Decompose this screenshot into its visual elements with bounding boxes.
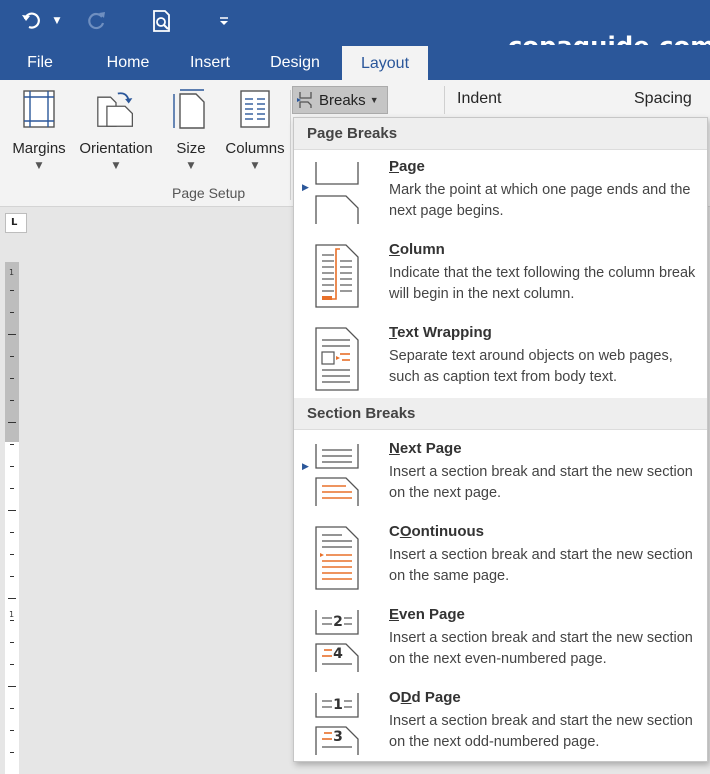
ruler-tick xyxy=(10,642,14,643)
page-setup-group-label: Page Setup xyxy=(172,185,246,201)
margins-label: Margins xyxy=(12,140,66,157)
menu-item-desc: Separate text around objects on web pages, such as caption text from body text. xyxy=(389,348,673,385)
svg-text:2: 2 xyxy=(333,614,343,630)
menu-item-title: Column xyxy=(389,241,445,258)
menu-item-desc: Indicate that the text following the column break will begin in the next column. xyxy=(389,265,696,302)
ruler-tick xyxy=(10,488,14,489)
ribbon-separator xyxy=(444,86,445,114)
section-breaks-header: Section Breaks xyxy=(294,398,707,430)
menu-item-desc: Insert a section break and start the new section on the next odd-numbered page. xyxy=(389,713,693,750)
column-break-icon xyxy=(312,243,362,309)
menu-item-desc: Mark the point at which one page ends and the next page begins. xyxy=(389,182,691,219)
tab-home[interactable]: Home xyxy=(106,54,150,71)
chevron-down-icon: ▼ xyxy=(112,161,120,171)
svg-text:1: 1 xyxy=(333,697,343,713)
even-page-icon xyxy=(312,608,362,674)
page-break-icon xyxy=(312,160,362,226)
ruler-tick xyxy=(10,620,14,621)
continuous-icon xyxy=(312,525,362,591)
tab-design[interactable]: Design xyxy=(270,54,320,71)
ruler-tick xyxy=(8,510,16,511)
columns-icon xyxy=(235,86,275,132)
ruler-tick xyxy=(10,356,14,357)
ruler-tick xyxy=(10,444,14,445)
spacing-label: Spacing xyxy=(634,90,692,107)
menu-item-desc: Insert a section break and start the new section on the next page. xyxy=(389,464,693,501)
ruler-tick xyxy=(8,422,16,423)
group-separator xyxy=(290,90,291,200)
menu-item-title: Next Page xyxy=(389,440,462,457)
columns-button[interactable] xyxy=(220,86,290,190)
ruler-tick xyxy=(8,598,16,599)
menu-item-title: Page xyxy=(389,158,425,175)
menu-item-title: ODd Page xyxy=(389,689,461,706)
ruler-tick xyxy=(10,290,14,291)
indent-label: Indent xyxy=(457,90,502,107)
menu-item-next-page[interactable] xyxy=(294,440,707,520)
menu-item-title: Text Wrapping xyxy=(389,324,492,341)
ruler-tick xyxy=(10,378,14,379)
orientation-button[interactable] xyxy=(74,86,158,190)
menu-item-text-wrapping[interactable] xyxy=(294,324,707,404)
tab-selector[interactable] xyxy=(5,213,27,233)
menu-item-desc: Insert a section break and start the new section on the next even-numbered page. xyxy=(389,630,693,667)
ruler-tick xyxy=(10,532,14,533)
columns-label: Columns xyxy=(225,140,285,157)
ruler-tick xyxy=(8,686,16,687)
tab-file[interactable]: File xyxy=(27,54,53,71)
margins-button[interactable] xyxy=(8,86,70,190)
breaks-label: Breaks xyxy=(319,91,366,109)
breaks-button[interactable] xyxy=(292,86,388,114)
chevron-down-icon: ▼ xyxy=(251,161,259,171)
tab-selector-marker: L xyxy=(11,217,18,228)
margins-icon xyxy=(19,86,59,132)
chevron-down-icon: ▼ xyxy=(187,161,195,171)
svg-text:4: 4 xyxy=(333,646,343,662)
ruler-tick xyxy=(10,400,14,401)
menu-item-odd-page[interactable] xyxy=(294,689,707,769)
size-button[interactable] xyxy=(170,86,212,190)
menu-item-desc: Insert a section break and start the new section on the same page. xyxy=(389,547,693,584)
ruler-number: 1 xyxy=(9,268,15,277)
breaks-menu xyxy=(293,117,708,762)
size-icon xyxy=(171,86,211,132)
ruler-tick xyxy=(10,708,14,709)
watermark-layer xyxy=(0,32,710,62)
ruler-number: 1 xyxy=(9,610,15,619)
selected-arrow-icon: ▶ xyxy=(302,462,309,472)
vertical-ruler-margin xyxy=(5,262,19,442)
chevron-down-icon: ▼ xyxy=(35,161,43,171)
ruler-tick xyxy=(10,664,14,665)
tab-layout[interactable]: Layout xyxy=(341,45,429,80)
page-breaks-header: Page Breaks xyxy=(294,118,707,150)
breaks-icon xyxy=(297,91,319,109)
menu-item-continuous[interactable] xyxy=(294,523,707,603)
odd-page-icon xyxy=(312,691,362,757)
menu-item-title: Even Page xyxy=(389,606,465,623)
chevron-down-icon: ▼ xyxy=(369,95,379,105)
selected-arrow-icon: ▶ xyxy=(302,183,309,193)
ruler-tick xyxy=(10,466,14,467)
menu-item-title: COontinuous xyxy=(389,523,484,540)
menu-item-even-page[interactable] xyxy=(294,606,707,686)
tab-insert[interactable]: Insert xyxy=(189,54,230,71)
undo-dropdown-icon[interactable]: ▼ xyxy=(53,16,61,26)
orientation-label: Orientation xyxy=(79,140,153,157)
ruler-tick xyxy=(10,576,14,577)
orientation-icon xyxy=(96,86,136,132)
ruler-tick xyxy=(10,312,14,313)
ruler-tick xyxy=(10,730,14,731)
next-page-icon xyxy=(312,442,362,508)
menu-item-column[interactable] xyxy=(294,241,707,321)
text-wrapping-icon xyxy=(312,326,362,392)
ruler-tick xyxy=(10,752,14,753)
menu-item-page[interactable] xyxy=(294,158,707,238)
svg-text:3: 3 xyxy=(333,729,343,745)
size-label: Size xyxy=(176,140,206,157)
ruler-tick xyxy=(10,554,14,555)
ruler-tick xyxy=(8,334,16,335)
